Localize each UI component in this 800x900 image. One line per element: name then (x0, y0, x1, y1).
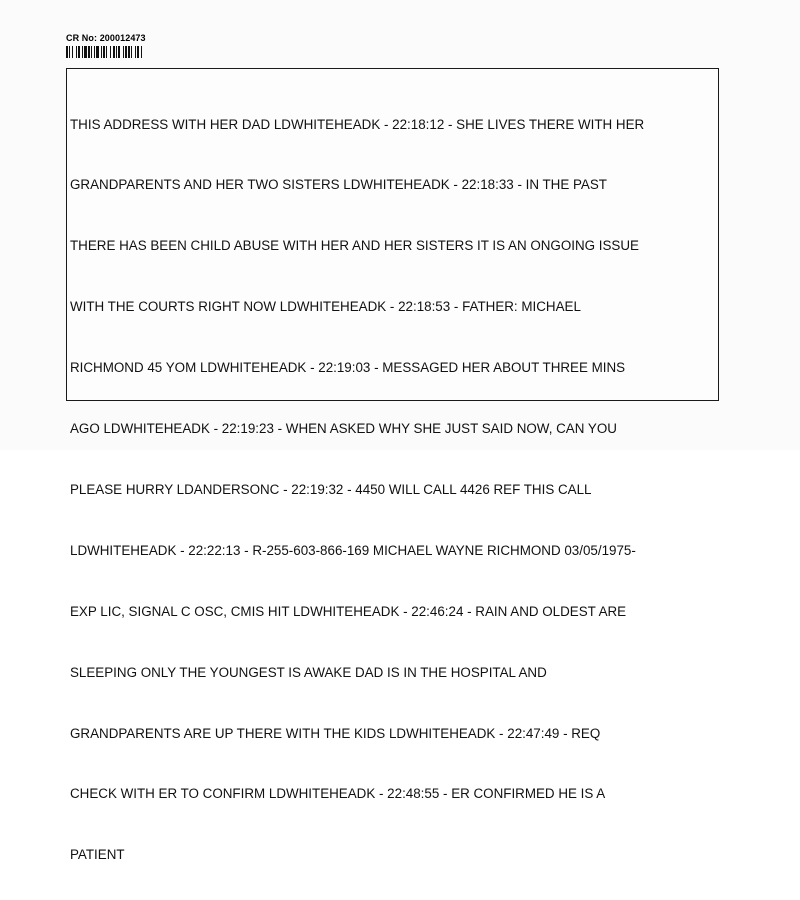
narrative-text (70, 74, 718, 900)
narrative-line: PATIENT (70, 847, 125, 863)
barcode-bar (101, 46, 102, 58)
narrative-line: AGO LDWHITEHEADK - 22:19:23 - WHEN ASKED WHY SHE JUST SAID NOW, CAN YOU (70, 421, 617, 437)
barcode-bar (125, 46, 127, 58)
narrative-box (66, 68, 719, 863)
barcode-bar (116, 46, 117, 58)
barcode-bar (137, 46, 139, 58)
barcode-bar (141, 46, 142, 58)
barcode-bar (96, 46, 99, 58)
barcode-bar (82, 46, 83, 58)
barcode-bar (103, 46, 105, 58)
barcode-bar (113, 46, 115, 58)
case-report-number: CR No: 200012473 (66, 33, 146, 43)
barcode-bar (69, 46, 70, 58)
narrative-line: THIS ADDRESS WITH HER DAD LDWHITEHEADK - 22:18:12 - SHE LIVES THERE WITH HER (70, 116, 645, 132)
narrative-line: GRANDPARENTS ARE UP THERE WITH THE KIDS LDWHITEHEADK - 22:47:49 - REQ (70, 725, 601, 741)
barcode-bar (128, 46, 130, 58)
narrative-line: SLEEPING ONLY THE YOUNGEST IS AWAKE DAD IS IN THE HOSPITAL AND (70, 664, 547, 680)
narrative-line: LDWHITEHEADK - 22:22:13 - R-255-603-866-169 MICHAEL WAYNE RICHMOND 03/05/1975- (70, 542, 636, 558)
barcode-icon (66, 46, 196, 58)
barcode-bar (91, 46, 92, 58)
barcode-bar (66, 46, 68, 58)
barcode-bar (76, 46, 77, 58)
narrative-line: THERE HAS BEEN CHILD ABUSE WITH HER AND HER SISTERS IT IS AN ONGOING ISSUE (70, 238, 639, 254)
barcode-bar (84, 46, 87, 58)
narrative-line: RICHMOND 45 YOM LDWHITEHEADK - 22:19:03 - MESSAGED HER ABOUT THREE MINS (70, 360, 626, 376)
narrative-line: CHECK WITH ER TO CONFIRM LDWHITEHEADK - 22:48:55 - ER CONFIRMED HE IS A (70, 786, 606, 802)
barcode-bar (78, 46, 80, 58)
narrative-line: WITH THE COURTS RIGHT NOW LDWHITEHEADK - 22:18:53 - FATHER: MICHAEL (70, 299, 581, 315)
barcode-bar (106, 46, 107, 58)
barcode-bar (131, 46, 132, 58)
barcode-bar (72, 46, 73, 58)
barcode-bar (135, 46, 136, 58)
narrative-line: GRANDPARENTS AND HER TWO SISTERS LDWHITEHEADK - 22:18:33 - IN THE PAST (70, 177, 607, 193)
barcode-bar (110, 46, 111, 58)
barcode-bar (94, 46, 95, 58)
barcode-bar (123, 46, 124, 58)
narrative-line: EXP LIC, SIGNAL C OSC, CMIS HIT LDWHITEHEADK - 22:46:24 - RAIN AND OLDEST ARE (70, 603, 627, 619)
barcode-bar (118, 46, 120, 58)
barcode-bar (88, 46, 90, 58)
narrative-line: PLEASE HURRY LDANDERSONC - 22:19:32 - 4450 WILL CALL 4426 REF THIS CALL (70, 481, 592, 497)
